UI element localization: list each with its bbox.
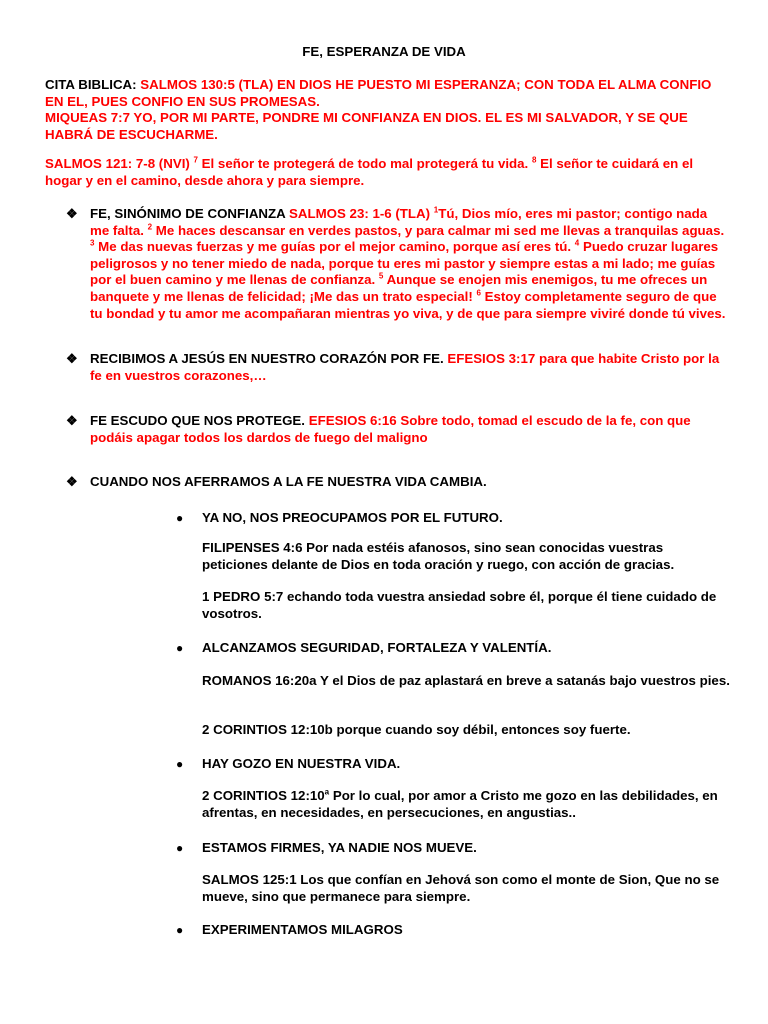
salmos-125-quote: SALMOS 125:1 Los que confían en Jehová son como el monte de Sion, Que no se mueve, sino que permanece para siempre. — [202, 872, 720, 904]
dot-bullet-icon: ● — [176, 923, 184, 937]
bullet-item-escudo — [90, 413, 730, 446]
bullet-label: RECIBIMOS A JESÚS EN NUESTRO CORAZÓN POR FE. — [90, 351, 448, 366]
verse-text: Me das nuevas fuerzas y me guías por el mejor camino, porque así eres tú. — [94, 239, 575, 255]
romanos-quote: ROMANOS 16:20a Y el Dios de paz aplastará en breve a satanás bajo vuestros pies. — [202, 673, 730, 688]
corintios-10a-quote — [202, 788, 730, 821]
miqueas-quote: MIQUEAS 7:7 YO, POR MI PARTE, PONDRE MI CONFIANZA EN DIOS. EL ES MI SALVADOR, Y SE QUE HABRÁ DE ESCUCHARME. — [45, 110, 688, 142]
sub-heading-gozo: HAY GOZO EN NUESTRA VIDA. — [202, 756, 401, 771]
verse-text: Aunque se enojen mis enemigos, tu me ofreces un banquete y me llenas de felicidad; ¡Me das un trato especial! — [90, 272, 708, 304]
diamond-bullet-icon: ❖ — [66, 413, 78, 428]
efesios-6-16-quote: EFESIOS 6:16 Sobre todo, tomad el escudo de la fe, con que podáis apagar todos los dardos de fuego del maligno — [90, 413, 691, 445]
verse-number: 4 — [574, 238, 580, 248]
verse-number: 6 — [476, 288, 481, 298]
verse-number: 1 — [433, 205, 439, 215]
verse-text: El señor te cuidará en el hogar y en el camino, desde ahora y para siempre. — [45, 156, 694, 188]
bullet-item-corazon — [90, 351, 730, 384]
page-title: FE, ESPERANZA DE VIDA — [302, 44, 466, 59]
salmos-121-quote — [45, 156, 730, 189]
verse-number: 2 — [147, 222, 153, 232]
verse-text: Por lo cual, por amor a Cristo me gozo en las debilidades, en afrentas, en necesidades, en persecuciones, en angustias.. — [202, 788, 718, 820]
verse-number: 3 — [90, 238, 95, 248]
salmos-23-ref: SALMOS 23: 1-6 (TLA) — [288, 206, 434, 221]
bullet-item-confianza — [90, 206, 730, 322]
verse-text: Tú, Dios mío, eres mi pastor; contigo nada me falta. — [90, 206, 708, 238]
verse-text: Estoy completamente seguro de que tu bondad y tu amor me acompañaran mientras yo viva, y de que para siempre viviré donde tú vives. — [90, 288, 726, 321]
salmos-23-quote — [90, 206, 726, 321]
bullet-label: FE, SINÓNIMO DE CONFIANZA — [90, 206, 289, 221]
cita-biblica — [45, 77, 730, 143]
verse-number: 7 — [193, 155, 198, 165]
dot-bullet-icon: ● — [176, 841, 184, 855]
salmos-130-quote: SALMOS 130:5 (TLA) EN DIOS HE PUESTO MI ESPERANZA; CON TODA EL ALMA CONFIO EN EL, PUES CONFIO EN SUS PROMESAS. — [45, 77, 712, 109]
diamond-bullet-icon: ❖ — [66, 351, 78, 366]
verse-text: El señor te protegerá de todo mal protegerá tu vida. — [197, 156, 532, 171]
sub-heading-firmes: ESTAMOS FIRMES, YA NADIE NOS MUEVE. — [202, 840, 477, 855]
verse-text: Puedo cruzar lugares peligrosos y no tener miedo de nada, porque tu eres mi pastor y siempre estas a mi lado; me guías por el buen camino y me llenas de confianza. — [90, 239, 719, 288]
corintios-10b-quote: 2 CORINTIOS 12:10b porque cuando soy débil, entonces soy fuerte. — [202, 722, 631, 737]
filipenses-quote: FILIPENSES 4:6 Por nada estéis afanosos, sino sean conocidas vuestras peticiones delante de Dios en toda oración y ruego, con acción de gracias. — [202, 540, 675, 572]
dot-bullet-icon: ● — [176, 511, 184, 525]
sub-heading-futuro: YA NO, NOS PREOCUPAMOS POR EL FUTURO. — [202, 510, 503, 525]
diamond-bullet-icon: ❖ — [66, 206, 78, 221]
pedro-quote: 1 PEDRO 5:7 echando toda vuestra ansiedad sobre él, porque él tiene cuidado de vosotros. — [202, 589, 717, 621]
salmos-121-ref: SALMOS 121: 7-8 (NVI) — [45, 156, 194, 171]
verse-text: Me haces descansar en verdes pastos, y para calmar mi sed me llevas a tranquilas aguas. — [152, 222, 725, 238]
bullet-label: FE ESCUDO QUE NOS PROTEGE. — [90, 413, 309, 428]
sub-heading-milagros: EXPERIMENTAMOS MILAGROS — [202, 922, 403, 937]
verse-number: 8 — [531, 155, 537, 165]
sub-heading-seguridad: ALCANZAMOS SEGURIDAD, FORTALEZA Y VALENTÍA. — [202, 640, 552, 655]
cita-label: CITA BIBLICA: — [45, 77, 141, 92]
bullet-item-vida-cambia: CUANDO NOS AFERRAMOS A LA FE NUESTRA VIDA CAMBIA. — [90, 474, 487, 489]
dot-bullet-icon: ● — [176, 757, 184, 771]
dot-bullet-icon: ● — [176, 641, 184, 655]
efesios-3-17-quote: EFESIOS 3:17 para que habite Cristo por la fe en vuestros corazones,… — [90, 351, 720, 383]
verse-number: 5 — [378, 271, 384, 281]
diamond-bullet-icon: ❖ — [66, 474, 78, 489]
verse-superscript: a — [324, 787, 330, 797]
corintios-ref: 2 CORINTIOS 12:10 — [202, 788, 325, 803]
